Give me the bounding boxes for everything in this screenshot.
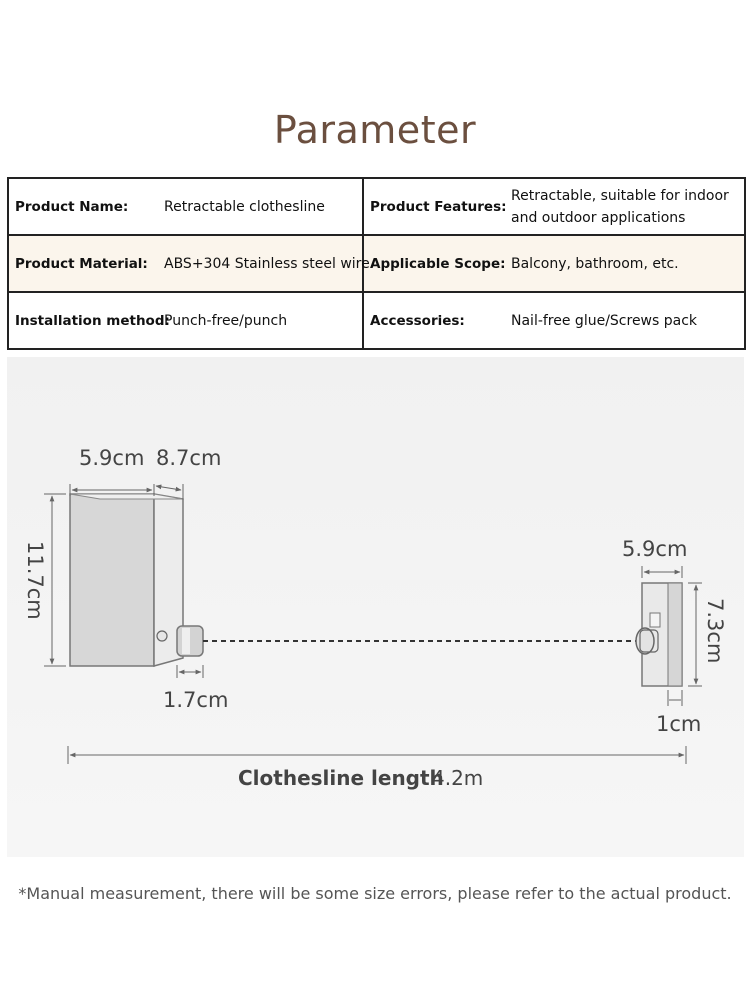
measurement-note: *Manual measurement, there will be some size errors, please refer to the actual product. [18, 884, 732, 903]
accessories-key: Accessories: [363, 292, 505, 349]
installation-method-key: Installation method: [8, 292, 158, 349]
hook-width-label: 5.9cm [622, 537, 688, 561]
applicable-scope-value: Balcony, bathroom, etc. [505, 235, 745, 292]
product-features-value: Retractable, suitable for indoor and outdoor applications [505, 178, 745, 235]
hook-thickness-label: 1cm [656, 712, 702, 736]
hook-height-label: 7.3cm [703, 598, 727, 664]
pull-knob [177, 626, 203, 656]
box-width-label: 8.7cm [156, 446, 222, 470]
retractor-box [70, 494, 183, 666]
product-material-value: ABS+304 Stainless steel wire [158, 235, 363, 292]
installation-method-value: Punch-free/punch [158, 292, 363, 349]
product-name-key: Product Name: [8, 178, 158, 235]
hook-plate [636, 583, 682, 686]
product-name-value: Retractable clothesline [158, 178, 363, 235]
length-caption: Clothesline length [238, 766, 444, 790]
box-depth-label: 5.9cm [79, 446, 145, 470]
applicable-scope-key: Applicable Scope: [363, 235, 505, 292]
page-title: Parameter [273, 108, 477, 152]
length-value: 4.2m [432, 766, 484, 790]
accessories-value: Nail-free glue/Screws pack [505, 292, 745, 349]
knob-width-label: 1.7cm [163, 688, 229, 712]
box-height-label: 11.7cm [23, 541, 47, 620]
product-features-key: Product Features: [363, 178, 505, 235]
product-material-key: Product Material: [8, 235, 158, 292]
